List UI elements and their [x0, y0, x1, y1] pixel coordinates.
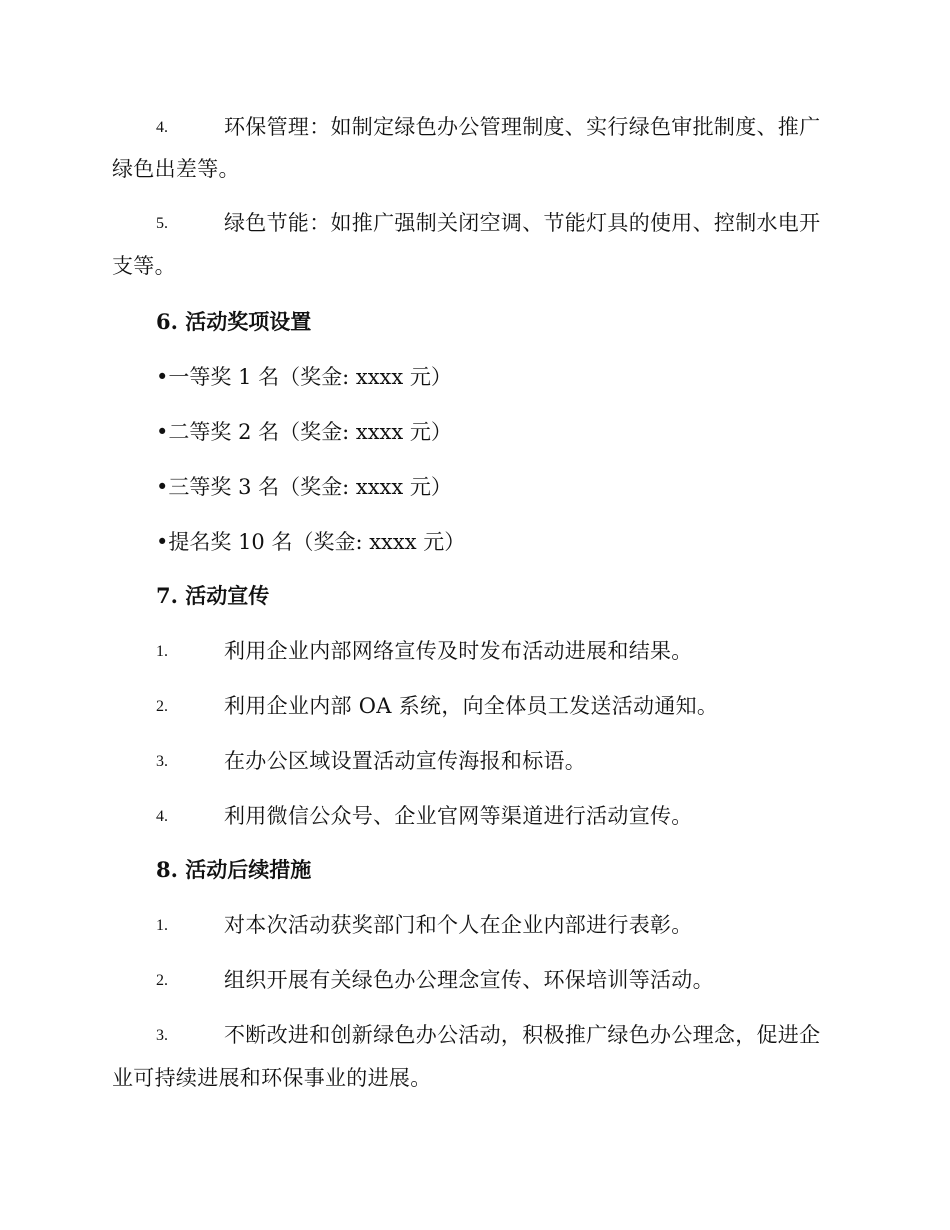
list-text-continuation: 支等。 [112, 254, 176, 278]
bullet-item [156, 528, 465, 556]
bullet-text: 一等奖 1 名（奖金: xxxx 元） [168, 365, 452, 389]
list-number: 4. [156, 119, 168, 136]
list-text: 环保管理：如制定绿色办公管理制度、实行绿色审批制度、推广 [224, 115, 821, 139]
bullet-text: 三等奖 3 名（奖金: xxxx 元） [168, 475, 452, 499]
section-heading: 6. 活动奖项设置 [156, 309, 312, 334]
list-text: 不断改进和创新绿色办公活动，积极推广绿色办公理念，促进企 [224, 1023, 821, 1047]
list-text: 利用企业内部网络宣传及时发布活动进展和结果。 [224, 639, 693, 663]
list-text: 利用企业内部 OA 系统，向全体员工发送活动通知。 [224, 694, 719, 718]
list-text-continuation: 绿色出差等。 [112, 157, 240, 181]
list-number: 2. [156, 698, 168, 715]
list-number: 5. [156, 215, 168, 232]
list-number: 2. [156, 972, 168, 989]
bullet-item [156, 418, 452, 446]
list-number: 3. [156, 753, 168, 770]
list-number: 4. [156, 808, 168, 825]
list-text: 绿色节能：如推广强制关闭空调、节能灯具的使用、控制水电开 [224, 211, 821, 235]
bullet-text: 提名奖 10 名（奖金: xxxx 元） [168, 530, 466, 554]
bullet-item [156, 473, 452, 501]
bullet-icon: • [156, 530, 169, 554]
bullet-item [156, 363, 452, 391]
list-text-continuation: 业可持续进展和环保事业的进展。 [112, 1066, 432, 1090]
section-heading: 7. 活动宣传 [156, 583, 270, 608]
list-number: 1. [156, 643, 168, 660]
bullet-icon: • [156, 420, 169, 444]
list-number: 1. [156, 917, 168, 934]
bullet-icon: • [156, 365, 169, 389]
list-text: 组织开展有关绿色办公理念宣传、环保培训等活动。 [224, 968, 714, 992]
section-heading: 8. 活动后续措施 [156, 857, 312, 882]
list-number: 3. [156, 1027, 168, 1044]
list-text: 利用微信公众号、企业官网等渠道进行活动宣传。 [224, 804, 693, 828]
list-text: 在办公区域设置活动宣传海报和标语。 [224, 749, 587, 773]
list-text: 对本次活动获奖部门和个人在企业内部进行表彰。 [224, 913, 693, 937]
bullet-icon: • [156, 475, 169, 499]
bullet-text: 二等奖 2 名（奖金: xxxx 元） [168, 420, 452, 444]
